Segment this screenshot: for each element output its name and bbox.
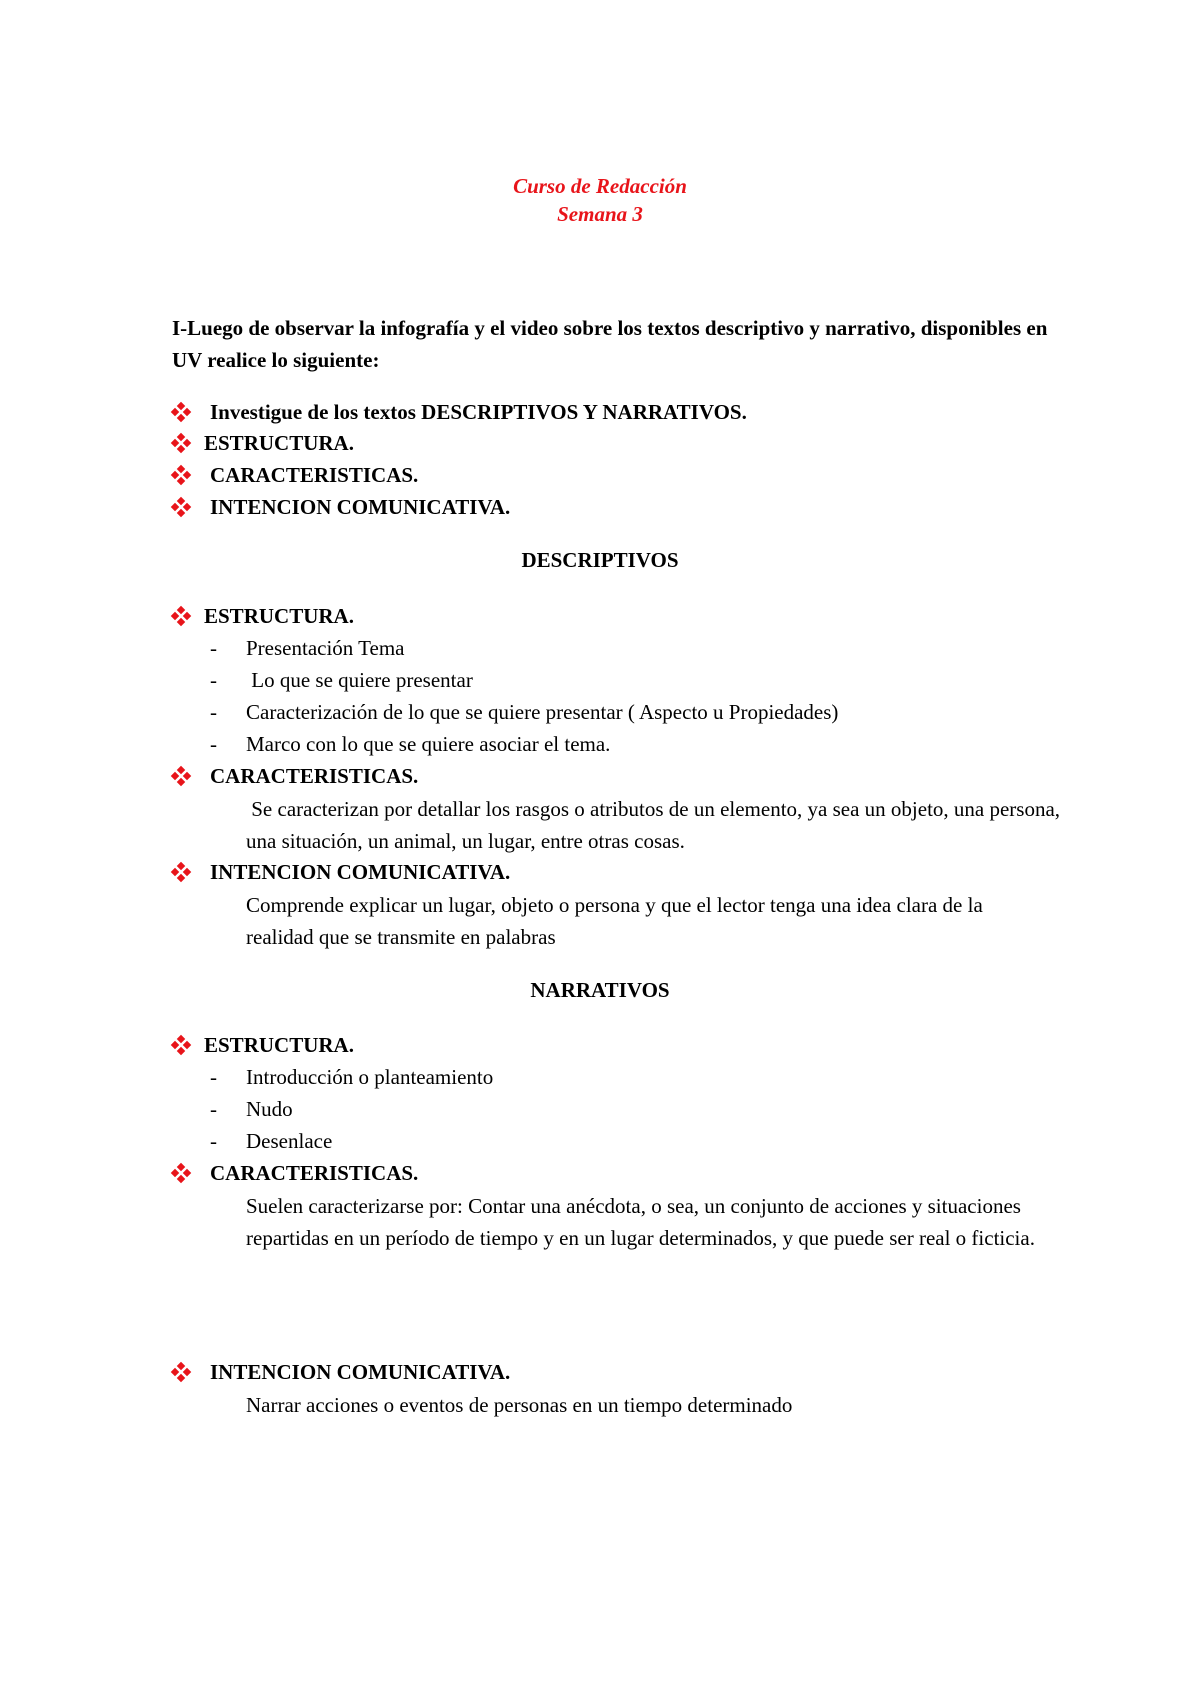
list-item-text: Presentación Tema xyxy=(246,636,405,660)
diamond-bullet-icon xyxy=(172,466,190,484)
list-item: - Lo que se quiere presentar xyxy=(210,668,473,692)
narrativos-caracteristicas-bullet xyxy=(172,1158,418,1188)
document-subtitle: Semana 3 xyxy=(557,202,643,226)
task-label: Investigue de los textos DESCRIPTIVOS Y NARRATIVOS. xyxy=(210,400,747,424)
task-list-item xyxy=(172,397,747,427)
diamond-bullet-icon xyxy=(172,1363,190,1381)
diamond-bullet-icon xyxy=(172,403,190,421)
list-item-text: Introducción o planteamiento xyxy=(246,1065,494,1089)
list-item: - Desenlace xyxy=(210,1129,333,1153)
task-list-item xyxy=(172,460,418,490)
list-item-text: Caracterización de lo que se quiere presentar ( Aspecto u Propiedades) xyxy=(246,700,839,724)
diamond-bullet-icon xyxy=(172,498,190,516)
list-item: - Presentación Tema xyxy=(210,636,405,660)
descriptivos-intencion-bullet xyxy=(172,857,510,887)
bullet-label: ESTRUCTURA. xyxy=(204,1033,354,1057)
intro-paragraph: I-Luego de observar la infografía y el video sobre los textos descriptivo y narrativo, disponibles en UV realice lo siguiente: xyxy=(172,316,1048,372)
task-label: INTENCION COMUNICATIVA. xyxy=(210,495,511,519)
descriptivos-caracteristicas-text: Se caracterizan por detallar los rasgos o atributos de un elemento, ya sea un objeto, una persona, una situación, un animal, un lugar, entre otras cosas. xyxy=(246,797,1066,853)
document-title: Curso de Redacción xyxy=(513,174,687,198)
bullet-label: CARACTERISTICAS. xyxy=(210,1161,419,1185)
diamond-bullet-icon xyxy=(172,863,190,881)
diamond-bullet-icon xyxy=(172,607,190,625)
narrativos-caracteristicas-text: Suelen caracterizarse por: Contar una anécdota, o sea, un conjunto de acciones y situaciones repartidas en un período de tiempo y en un lugar determinados, y que puede ser real o ficticia. xyxy=(246,1194,1035,1250)
narrativos-estructura-bullet xyxy=(172,1030,354,1060)
bullet-label: CARACTERISTICAS. xyxy=(210,764,419,788)
diamond-bullet-icon xyxy=(172,767,190,785)
list-item: - Caracterización de lo que se quiere presentar ( Aspecto u Propiedades) xyxy=(210,700,839,724)
task-list-item xyxy=(172,428,354,458)
narrativos-intencion-bullet xyxy=(172,1357,510,1387)
list-item-text: Lo que se quiere presentar xyxy=(246,668,473,692)
bullet-label: INTENCION COMUNICATIVA. xyxy=(210,860,511,884)
bullet-label: ESTRUCTURA. xyxy=(204,604,354,628)
descriptivos-intencion-text: Comprende explicar un lugar, objeto o persona y que el lector tenga una idea clara de la realidad que se transmite en palabras xyxy=(246,893,983,949)
narrativos-intencion-text: Narrar acciones o eventos de personas en un tiempo determinado xyxy=(246,1393,793,1417)
section-heading-narrativos: NARRATIVOS xyxy=(530,978,670,1002)
task-label: ESTRUCTURA. xyxy=(204,431,354,455)
diamond-bullet-icon xyxy=(172,1164,190,1182)
task-label: CARACTERISTICAS. xyxy=(210,463,419,487)
task-list-item xyxy=(172,492,510,522)
list-item-text: Nudo xyxy=(246,1097,293,1121)
bullet-label: INTENCION COMUNICATIVA. xyxy=(210,1360,511,1384)
list-item: - Marco con lo que se quiere asociar el tema. xyxy=(210,732,611,756)
list-item-text: Desenlace xyxy=(246,1129,333,1153)
descriptivos-caracteristicas-bullet xyxy=(172,761,418,791)
list-item: - Introducción o planteamiento xyxy=(210,1065,494,1089)
list-item-text: Marco con lo que se quiere asociar el tema. xyxy=(246,732,611,756)
diamond-bullet-icon xyxy=(172,1036,190,1054)
section-heading-descriptivos: DESCRIPTIVOS xyxy=(521,548,679,572)
descriptivos-estructura-bullet xyxy=(172,601,354,631)
diamond-bullet-icon xyxy=(172,434,190,452)
list-item: - Nudo xyxy=(210,1097,293,1121)
